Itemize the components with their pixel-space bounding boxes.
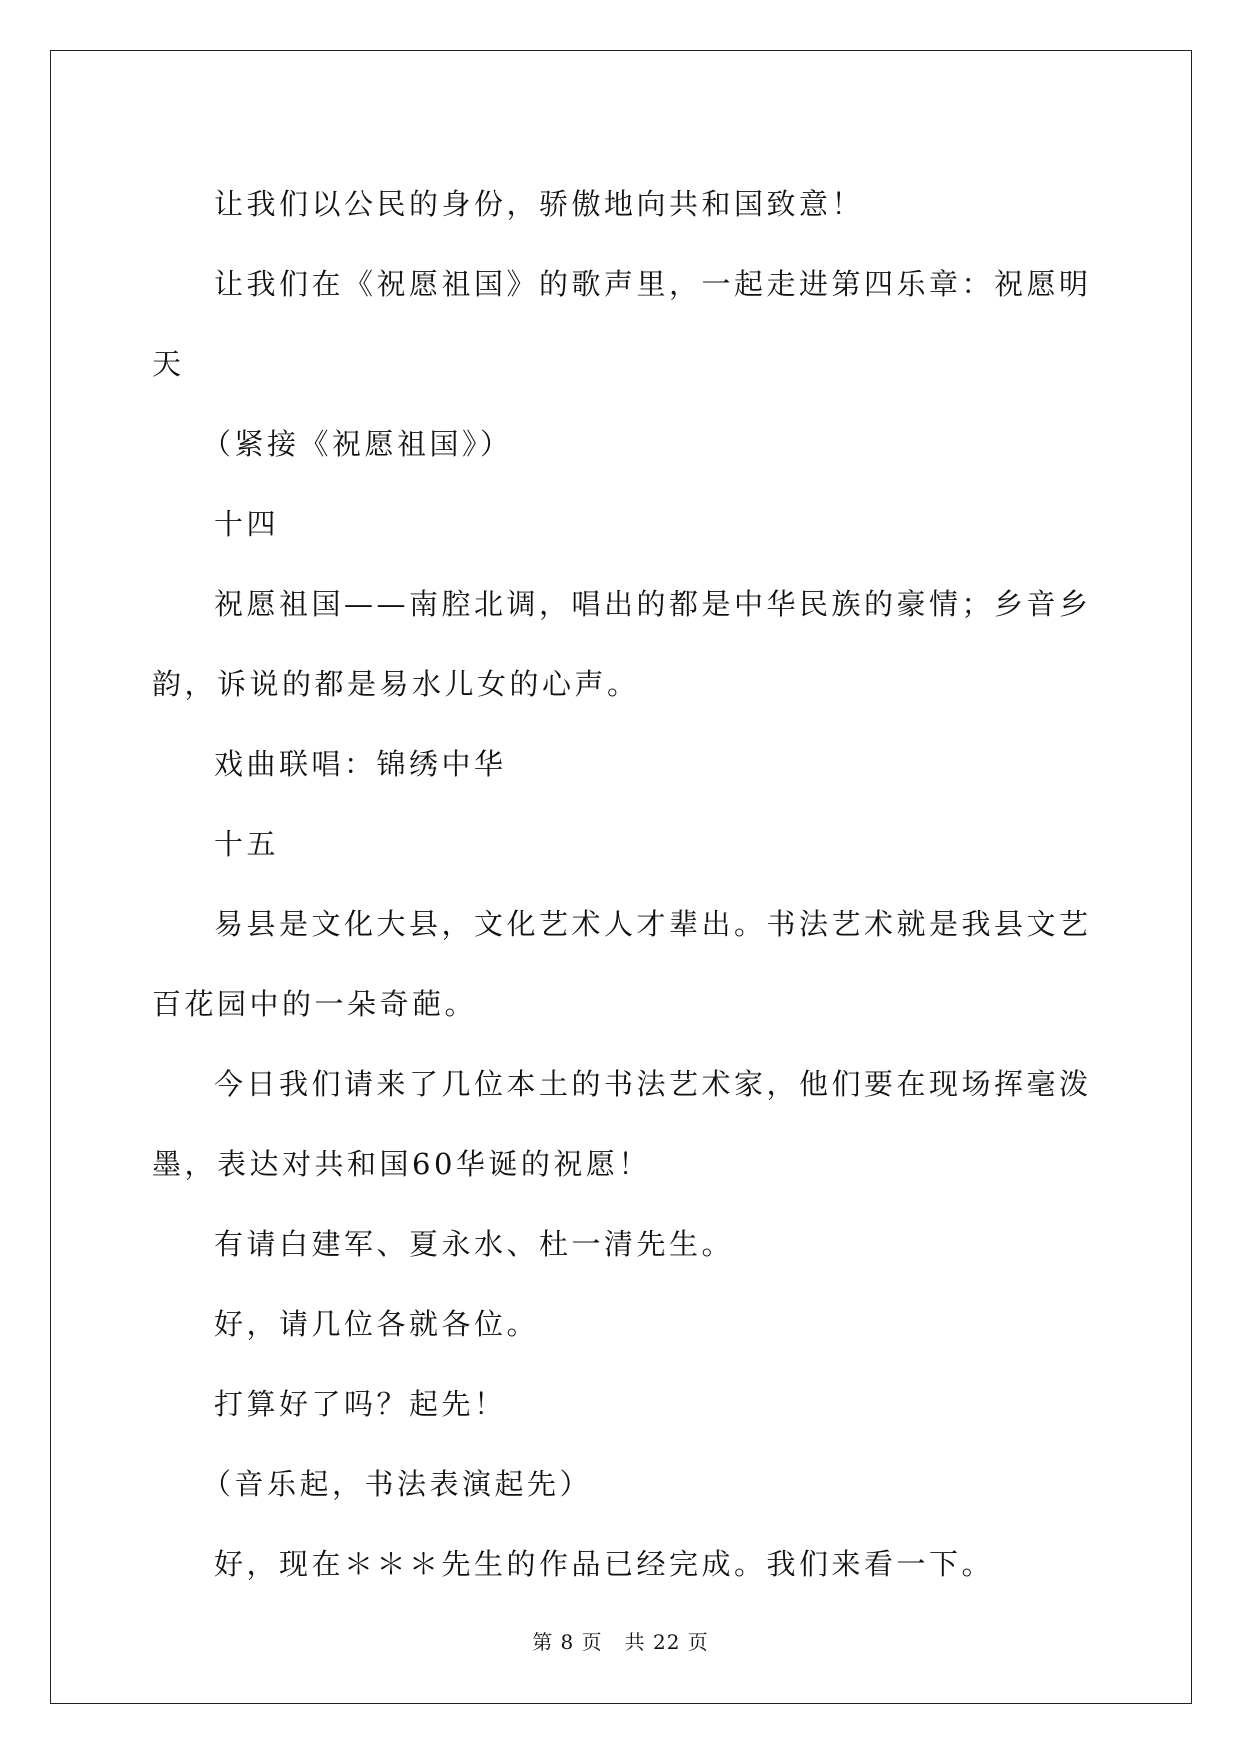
paragraph: 好，现在＊＊＊先生的作品已经完成。我们来看一下。 [214, 1547, 995, 1581]
paragraph: 有请白建军、夏永水、杜一清先生。 [214, 1227, 735, 1261]
page-total: 共 22 页 [624, 1630, 709, 1654]
paragraph: 好，请几位各就各位。 [214, 1307, 540, 1341]
paragraph: 今日我们请来了几位本土的书法艺术家，他们要在现场挥毫泼墨，表达对共和国60华诞的祝愿！ [152, 1067, 1092, 1181]
paragraph: （音乐起，书法表演起先） [202, 1467, 593, 1501]
paragraph: （紧接《祝愿祖国》） [202, 427, 513, 461]
paragraph: 让我们在《祝愿祖国》的歌声里，一起走进第四乐章：祝愿明天 [152, 267, 1092, 381]
document-body [152, 164, 1110, 1604]
paragraph: 祝愿祖国——南腔北调，唱出的都是中华民族的豪情；乡音乡韵，诉说的都是易水儿女的心声。 [152, 587, 1092, 701]
paragraph: 戏曲联唱：锦绣中华 [214, 747, 507, 781]
section-number: 十四 [214, 507, 280, 541]
paragraph: 易县是文化大县，文化艺术人才辈出。书法艺术就是我县文艺百花园中的一朵奇葩。 [152, 907, 1092, 1021]
page-number: 第 8 页 [532, 1630, 603, 1654]
paragraph: 让我们以公民的身份，骄傲地向共和国致意！ [214, 187, 865, 221]
section-number: 十五 [214, 827, 280, 861]
page-footer [0, 1626, 1241, 1655]
paragraph: 打算好了吗？起先！ [214, 1387, 507, 1421]
